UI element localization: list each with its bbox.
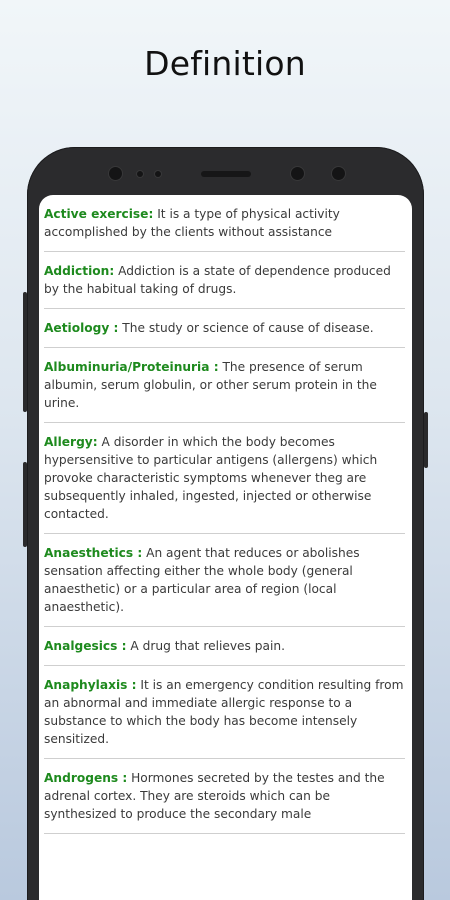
phone-side-button-right bbox=[424, 412, 428, 468]
definition-text: An agent that reduces or abolishes sensation affecting either the whole body (general anaesthetic) or a particular area of region (local anaesthetic). bbox=[44, 546, 360, 614]
definition-list[interactable] bbox=[39, 195, 412, 834]
definition-term: Albuminuria/Proteinuria : bbox=[44, 360, 219, 374]
definition-text: Addiction is a state of dependence produced by the habitual taking of drugs. bbox=[44, 264, 391, 296]
definition-text: It is an emergency condition resulting from an abnormal and immediate allergic response to a substance to which the body has become intensely sensitized. bbox=[44, 678, 404, 746]
page-title: Definition bbox=[144, 44, 306, 83]
definition-item[interactable] bbox=[44, 423, 405, 534]
definition-term: Aetiology : bbox=[44, 321, 119, 335]
phone-speaker bbox=[201, 171, 251, 177]
definition-item[interactable] bbox=[44, 534, 405, 627]
definition-term: Active exercise: bbox=[44, 207, 154, 221]
definition-text: A disorder in which the body becomes hypersensitive to particular antigens (allergens) which provoke characteristic symptoms whenever theg are subsequently inhaled, ingested, injected or otherwise contacted. bbox=[44, 435, 378, 521]
definition-item[interactable] bbox=[44, 252, 405, 309]
definition-item[interactable] bbox=[44, 759, 405, 834]
definition-item[interactable] bbox=[44, 627, 405, 666]
phone-frame bbox=[27, 147, 424, 900]
definition-term: Allergy: bbox=[44, 435, 98, 449]
definition-term: Analgesics : bbox=[44, 639, 127, 653]
phone-side-button-left-2 bbox=[23, 462, 27, 547]
definition-text: Hormones secreted by the testes and the adrenal cortex. They are steroids which can be synthesized to produce the secondary male bbox=[44, 771, 385, 821]
definition-item[interactable] bbox=[44, 309, 405, 348]
phone-front-camera-icon bbox=[109, 167, 122, 180]
definition-text: It is a type of physical activity accomplished by the clients without assistance bbox=[44, 207, 340, 239]
definition-text: The study or science of cause of disease. bbox=[118, 321, 374, 335]
definition-text: A drug that relieves pain. bbox=[126, 639, 285, 653]
phone-sensor-icon bbox=[137, 171, 143, 177]
definition-term: Anaphylaxis : bbox=[44, 678, 137, 692]
definition-item[interactable] bbox=[44, 348, 405, 423]
phone-side-button-left-1 bbox=[23, 292, 27, 412]
definition-term: Androgens : bbox=[44, 771, 128, 785]
definition-text: The presence of serum albumin, serum globulin, or other serum protein in the urine. bbox=[44, 360, 377, 410]
phone-camera-icon bbox=[291, 167, 304, 180]
phone-camera-icon bbox=[332, 167, 345, 180]
definition-term: Addiction: bbox=[44, 264, 115, 278]
definition-item[interactable] bbox=[44, 195, 405, 252]
phone-sensor-icon bbox=[155, 171, 161, 177]
definition-term: Anaesthetics : bbox=[44, 546, 143, 560]
app-screen[interactable] bbox=[39, 195, 412, 900]
definition-item[interactable] bbox=[44, 666, 405, 759]
